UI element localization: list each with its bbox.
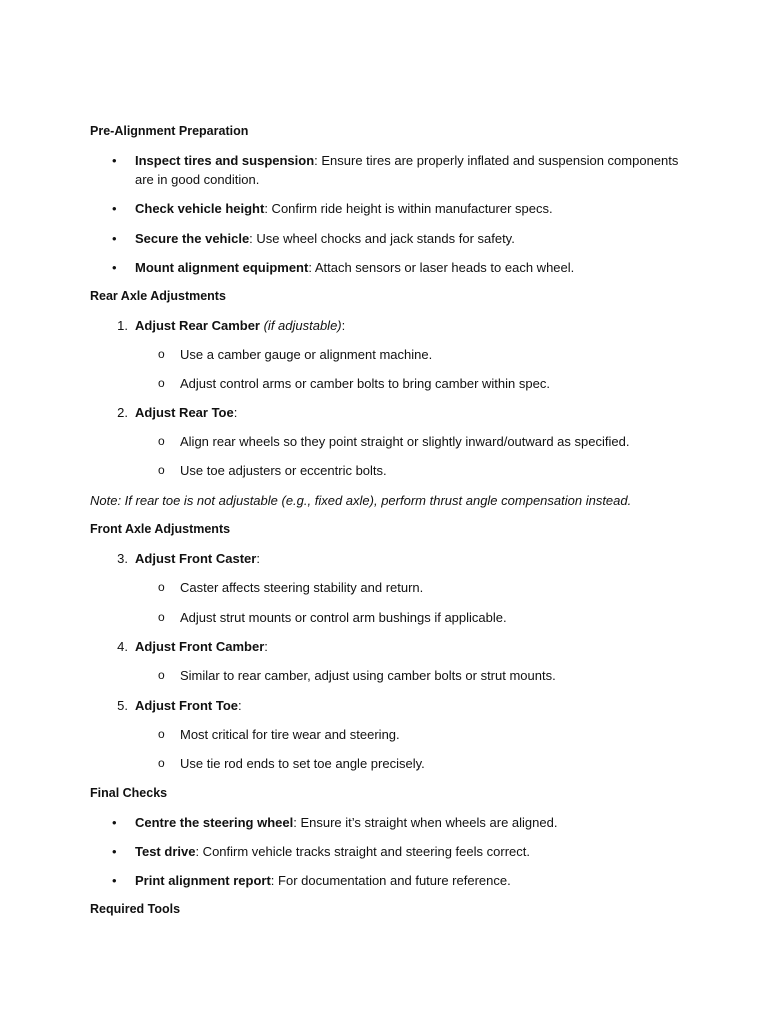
sub-bullet-marker: o xyxy=(158,756,165,770)
sub-item: Adjust strut mounts or control arm bushings if applicable. xyxy=(180,610,507,625)
step-item xyxy=(135,403,695,422)
sub-bullet-marker: o xyxy=(158,347,165,361)
sub-bullet-marker: o xyxy=(158,727,165,741)
bullet-marker: • xyxy=(112,844,117,859)
sub-item: Most critical for tire wear and steering. xyxy=(180,727,400,742)
step-label: Adjust Front Toe xyxy=(135,698,239,713)
step-label: Adjust Front Caster xyxy=(135,551,257,566)
item-label: Secure the vehicle xyxy=(135,231,250,246)
list-item xyxy=(135,199,695,218)
list-item xyxy=(135,258,695,277)
step-item xyxy=(135,549,695,568)
sub-bullet-marker: o xyxy=(158,376,165,390)
step-number: 2. xyxy=(117,405,128,420)
sub-item: Align rear wheels so they point straight or slightly inward/outward as specified. xyxy=(180,434,630,449)
sub-bullet-marker: o xyxy=(158,463,165,477)
item-label: Centre the steering wheel xyxy=(135,815,294,830)
step-number: 3. xyxy=(117,551,128,566)
section-heading-final-checks: Final Checks xyxy=(90,786,168,800)
list-item xyxy=(135,151,695,189)
sub-bullet-marker: o xyxy=(158,610,165,624)
step-number: 4. xyxy=(117,639,128,654)
sub-item: Use tie rod ends to set toe angle precisely. xyxy=(180,756,425,771)
item-text: : Use wheel chocks and jack stands for safety. xyxy=(249,231,515,246)
bullet-marker: • xyxy=(112,260,117,275)
step-number: 5. xyxy=(117,698,128,713)
step-item xyxy=(135,696,695,715)
section-heading-rear-axle: Rear Axle Adjustments xyxy=(90,289,226,303)
sub-item: Similar to rear camber, adjust using camber bolts or strut mounts. xyxy=(180,668,556,683)
item-text: : Ensure it’s straight when wheels are aligned. xyxy=(293,815,558,830)
bullet-marker: • xyxy=(112,153,117,168)
step-label: Adjust Front Camber xyxy=(135,639,265,654)
step-colon: : xyxy=(233,405,238,420)
step-colon: : xyxy=(238,698,242,713)
note-text: Note: If rear toe is not adjustable (e.g., fixed axle), perform thrust angle compensation instead. xyxy=(90,493,632,508)
sub-item: Use a camber gauge or alignment machine. xyxy=(180,347,433,362)
item-text: : Confirm ride height is within manufacturer specs. xyxy=(264,201,553,216)
step-colon: : xyxy=(341,318,346,333)
bullet-marker: • xyxy=(112,873,117,888)
item-label: Inspect tires and suspension xyxy=(135,153,315,168)
item-label: Test drive xyxy=(135,844,196,859)
item-text: : Attach sensors or laser heads to each wheel. xyxy=(308,260,575,275)
bullet-marker: • xyxy=(112,231,117,246)
step-qualifier: (if adjustable) xyxy=(259,318,342,333)
step-colon: : xyxy=(256,551,260,566)
list-item xyxy=(135,842,695,861)
item-text: : Ensure tires are properly inflated and suspension components are in good condition. xyxy=(135,153,679,187)
sub-item: Caster affects steering stability and return. xyxy=(180,580,424,595)
sub-item: Adjust control arms or camber bolts to bring camber within spec. xyxy=(180,376,550,391)
item-label: Check vehicle height xyxy=(135,201,265,216)
section-heading-pre-alignment: Pre-Alignment Preparation xyxy=(90,124,249,138)
step-label: Adjust Rear Camber xyxy=(135,318,260,333)
list-item xyxy=(135,813,695,832)
step-number: 1. xyxy=(117,318,128,333)
sub-bullet-marker: o xyxy=(158,580,165,594)
sub-item: Use toe adjusters or eccentric bolts. xyxy=(180,463,387,478)
list-item xyxy=(135,871,695,890)
step-item xyxy=(135,316,695,335)
item-label: Mount alignment equipment xyxy=(135,260,309,275)
bullet-marker: • xyxy=(112,815,117,830)
sub-bullet-marker: o xyxy=(158,434,165,448)
step-colon: : xyxy=(264,639,268,654)
item-text: : Confirm vehicle tracks straight and steering feels correct. xyxy=(195,844,530,859)
step-item xyxy=(135,637,695,656)
item-label: Print alignment report xyxy=(135,873,271,888)
sub-bullet-marker: o xyxy=(158,668,165,682)
step-label: Adjust Rear Toe xyxy=(135,405,234,420)
item-text: : For documentation and future reference. xyxy=(270,873,511,888)
section-heading-required-tools: Required Tools xyxy=(90,902,181,916)
section-heading-front-axle: Front Axle Adjustments xyxy=(90,522,231,536)
list-item xyxy=(135,229,695,248)
bullet-marker: • xyxy=(112,201,117,216)
